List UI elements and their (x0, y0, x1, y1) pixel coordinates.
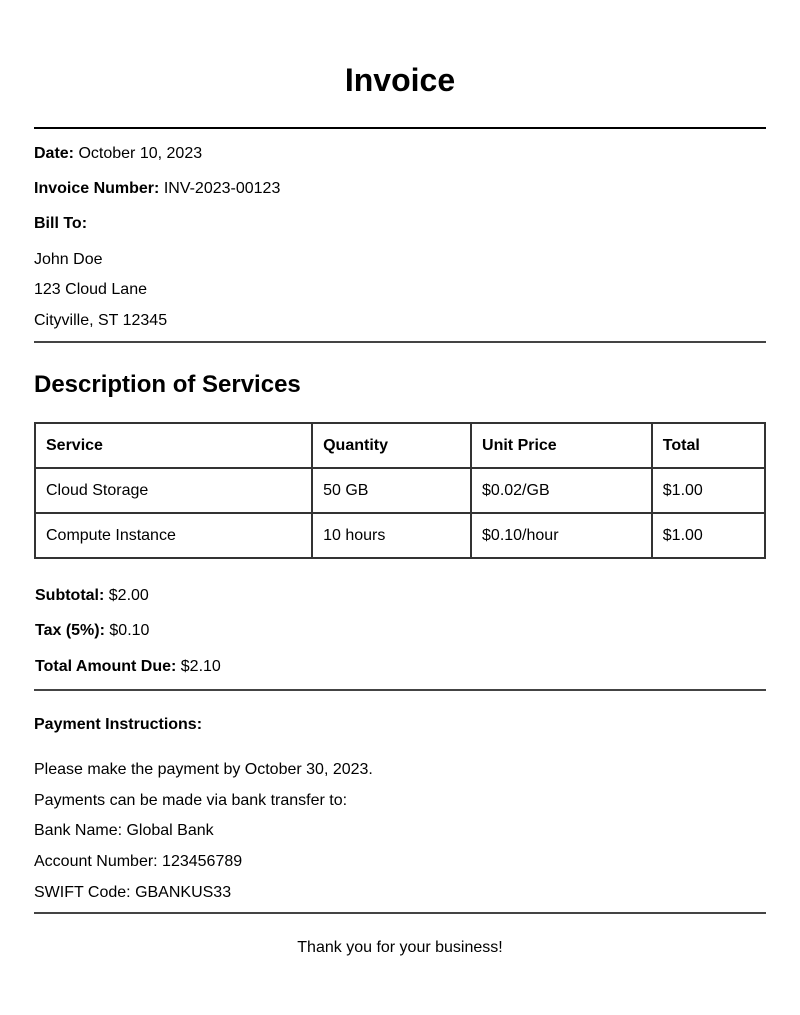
cell-quantity: 10 hours (312, 513, 471, 558)
invoice-number-line (34, 179, 280, 199)
bill-to-label (34, 214, 87, 234)
payment-heading (34, 715, 202, 735)
footer-divider (34, 912, 766, 914)
cell-service: Compute Instance (35, 513, 312, 558)
thank-you-note: Thank you for your business! (297, 939, 503, 956)
tax-line (35, 621, 149, 641)
cell-quantity: 50 GB (312, 468, 471, 513)
tax-label: Tax (5%): (35, 622, 105, 639)
total-due-label: Total Amount Due: (35, 658, 177, 675)
subtotal-label: Subtotal: (35, 587, 105, 604)
bill-to-name: John Doe (34, 251, 103, 268)
column-header-quantity: Quantity (312, 423, 471, 468)
cell-unit-price: $0.02/GB (471, 468, 652, 513)
services-heading: Description of Services (34, 371, 301, 398)
total-due-line (35, 657, 221, 677)
header-divider (34, 127, 766, 129)
cell-service: Cloud Storage (35, 468, 312, 513)
page-title: Invoice (344, 62, 456, 98)
services-table (34, 422, 766, 559)
payment-line: Payments can be made via bank transfer to: (34, 792, 348, 809)
date-line (34, 144, 202, 164)
tax-value: $0.10 (109, 622, 150, 639)
account-number-line: Account Number: 123456789 (34, 853, 243, 870)
date-label: Date: (34, 145, 75, 162)
total-due-value: $2.10 (180, 658, 221, 675)
subtotal-value: $2.00 (108, 587, 149, 604)
cell-total: $1.00 (652, 513, 765, 558)
bill-to-label-text: Bill To: (34, 215, 88, 232)
table-row (35, 513, 765, 558)
table-row (35, 468, 765, 513)
invoice-number-label: Invoice Number: (34, 180, 160, 197)
payment-heading-text: Payment Instructions: (34, 716, 203, 733)
cell-unit-price: $0.10/hour (471, 513, 652, 558)
payment-line: Please make the payment by October 30, 2023. (34, 761, 373, 778)
swift-code-line: SWIFT Code: GBANKUS33 (34, 884, 232, 901)
date-value: October 10, 2023 (78, 145, 203, 162)
column-header-unit-price: Unit Price (471, 423, 652, 468)
invoice-number-value: INV-2023-00123 (163, 180, 281, 197)
column-header-service: Service (35, 423, 312, 468)
subtotal-line (35, 586, 149, 606)
section-divider (34, 341, 766, 343)
bill-to-street: 123 Cloud Lane (34, 281, 147, 298)
bank-name-line: Bank Name: Global Bank (34, 822, 214, 839)
column-header-total: Total (652, 423, 765, 468)
table-header-row (35, 423, 765, 468)
bill-to-city: Cityville, ST 12345 (34, 312, 168, 329)
totals-divider (34, 689, 766, 691)
cell-total: $1.00 (652, 468, 765, 513)
